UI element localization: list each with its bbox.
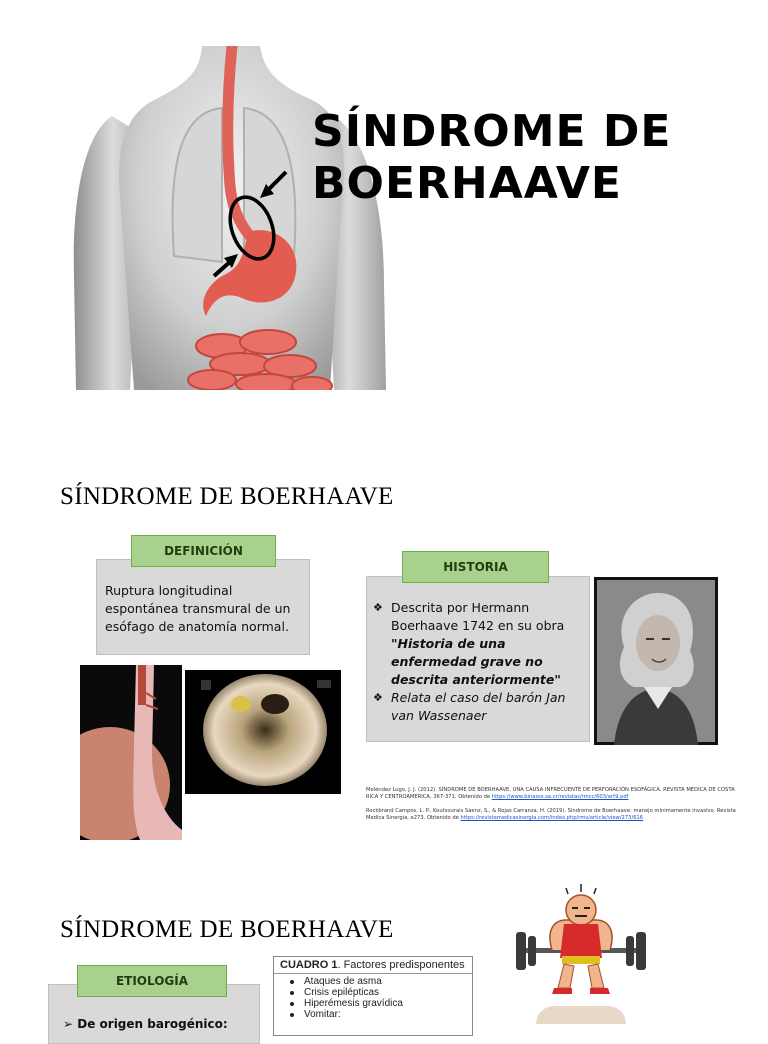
slide2-title: SÍNDROME DE BOERHAAVE bbox=[60, 483, 394, 510]
historia-item1-quote: "Historia de una enfermedad grave no descrita anteriormente" bbox=[391, 636, 561, 687]
historia-item-1 bbox=[373, 599, 581, 689]
cuadro-item: Vomitar: bbox=[304, 1009, 472, 1020]
cuadro-item: Hiperémesis gravídica bbox=[304, 998, 472, 1009]
etiologia-item-1 bbox=[63, 1015, 259, 1033]
cuadro-list bbox=[274, 974, 472, 1020]
cuadro-item: Crisis epilépticas bbox=[304, 987, 472, 998]
arrow-bullet-icon: ➢ bbox=[63, 1017, 74, 1031]
historia-box bbox=[366, 576, 590, 742]
historia-label: HISTORIA bbox=[402, 551, 549, 583]
weightlifter-cartoon-icon bbox=[512, 884, 650, 996]
historia-item2-text: Relata el caso del barón Jan van Wassenaer bbox=[391, 690, 566, 723]
cuadro-title-rest: . Factores predisponentes bbox=[337, 959, 465, 971]
hero-title-line1: SÍNDROME DE bbox=[312, 106, 672, 157]
hero-title-line2: BOERHAAVE bbox=[312, 158, 622, 209]
etiologia-item1-text: De origen barogénico: bbox=[77, 1017, 228, 1031]
historia-item-2 bbox=[373, 689, 581, 725]
torso-esophagus-anatomy-icon bbox=[72, 46, 390, 390]
slide3-title: SÍNDROME DE BOERHAAVE bbox=[60, 916, 394, 943]
reference-2 bbox=[366, 808, 736, 822]
diamond-bullet-icon: ❖ bbox=[373, 691, 383, 704]
reference-2-link[interactable]: https://revistamedicasinergia.com/index.php/rms/article/view/273/616 bbox=[460, 815, 644, 821]
historia-item1-text: Descrita por Hermann Boerhaave 1742 en su obra bbox=[391, 600, 565, 633]
boerhaave-portrait-icon bbox=[594, 577, 718, 745]
reference-1 bbox=[366, 787, 736, 801]
reference-1-link[interactable]: https://www.binasss.sa.cr/revistas/rmcc/603/art9.pdf bbox=[491, 794, 629, 800]
reference-2-text: Rockbrand Campos, L. P., Koutsourais Sáenz, S., & Rojas Carranza, H. (2019). Síndrome de Boerhaave: manejo mínimamente invasivo. Revista Medica Sinergia, e273. Obtenido de bbox=[366, 808, 736, 821]
cuadro-title-bold: CUADRO 1 bbox=[280, 959, 338, 971]
definicion-text: Ruptura longitudinal espontánea transmural de un esófago de anatomía normal. bbox=[105, 583, 291, 634]
references bbox=[366, 787, 736, 829]
diamond-bullet-icon: ❖ bbox=[373, 601, 383, 614]
definicion-box bbox=[96, 559, 310, 655]
esophagus-rupture-illustration-icon bbox=[80, 665, 182, 840]
cuadro-title bbox=[274, 957, 472, 974]
etiologia-label: ETIOLOGÍA bbox=[77, 965, 227, 997]
cuadro-item: Ataques de asma bbox=[304, 976, 472, 987]
cuadro-factores-table bbox=[273, 956, 473, 1036]
endoscopy-view-icon bbox=[185, 670, 341, 794]
definicion-label: DEFINICIÓN bbox=[131, 535, 276, 567]
reference-1-text: Meléndez Lugo, J. J. (2012). SÍNDROME DE BOERHAAVE. UNA CAUSA INFRECUENTE DE PERFORACIÓN ESOFÁGICA. REVISTA MEDICA DE COSTA RICA Y CENTROAMERICA, 367-371. Obtenido de bbox=[366, 787, 735, 800]
partial-photo-icon bbox=[536, 1006, 626, 1024]
